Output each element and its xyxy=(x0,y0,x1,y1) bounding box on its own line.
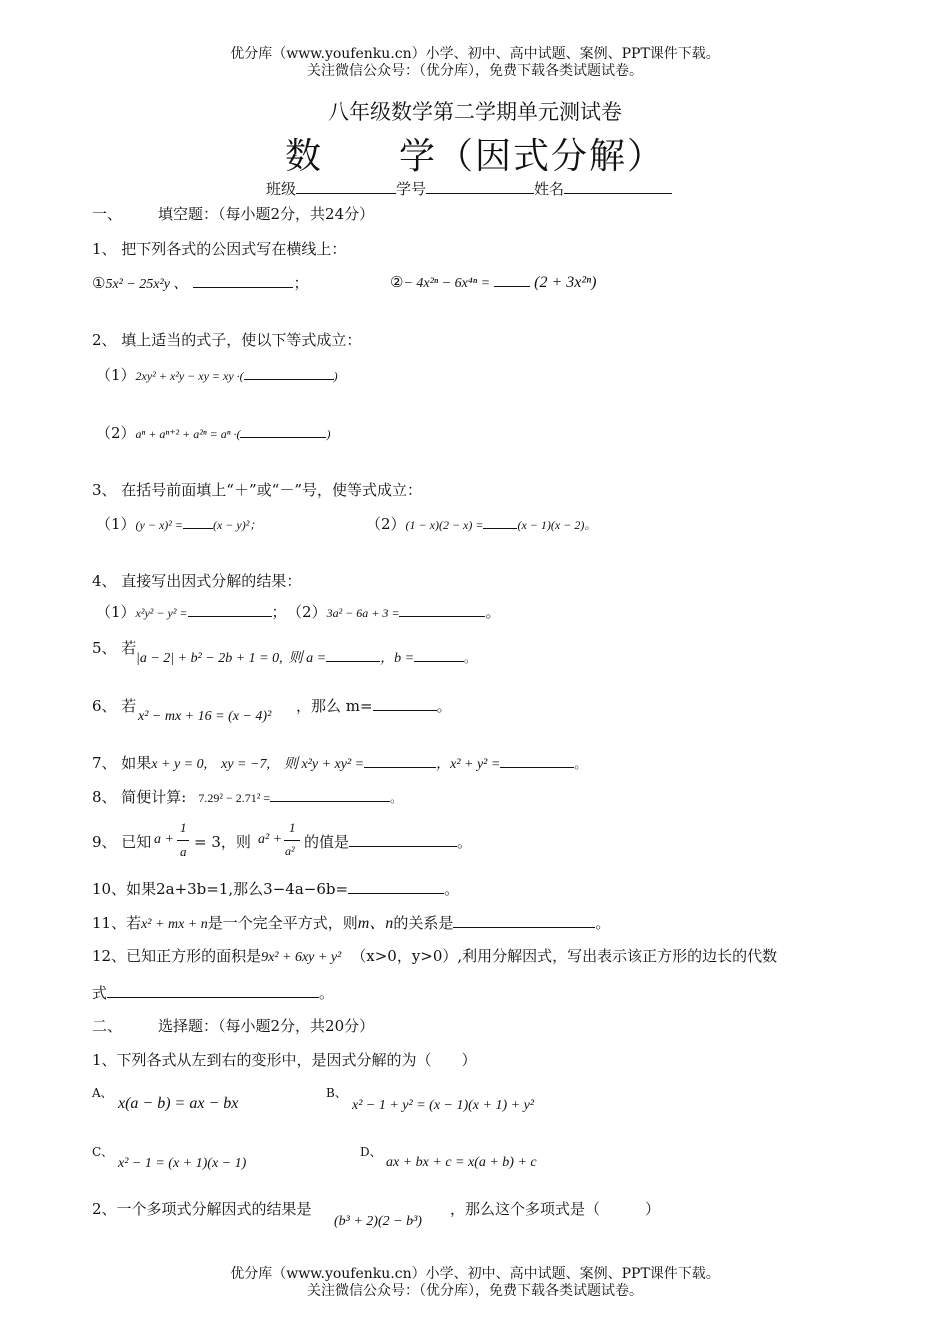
s1-q1-text: 1、 把下列各式的公因式写在横线上： xyxy=(92,240,347,258)
s1-q9-tail: 的值是 xyxy=(304,833,350,851)
s1-q11-lead: 11、若 xyxy=(92,914,142,932)
footer-line-1: 优分库（www.youfenku.cn）小学、初中、高中试题、案例、PPT课件下载。 xyxy=(230,1266,720,1282)
name-label: 姓名 xyxy=(534,180,565,198)
s2-q1-option-b[interactable] xyxy=(326,1082,347,1101)
name-blank[interactable] xyxy=(564,179,672,194)
s1-q11 xyxy=(92,910,610,933)
s1-q12-lead: 12、已知正方形的面积是 xyxy=(92,947,262,965)
s1-q1-a-blank[interactable] xyxy=(193,273,293,288)
s1-q7-b-blank[interactable] xyxy=(500,753,574,768)
s1-q12 xyxy=(92,945,777,966)
s1-q9-frac2-den: a² xyxy=(285,844,295,858)
s1-q12-line2-text: 式 xyxy=(92,984,108,1002)
s1-q1-a-expr: 5x² − 25x²y 、 xyxy=(105,277,188,292)
s1-q8 xyxy=(92,786,402,807)
s1-q5-b-blank[interactable] xyxy=(414,647,464,662)
s2-q1-text: 1、下列各式从左到右的变形中，是因式分解的为（ ） xyxy=(92,1051,477,1069)
s1-q2-a-expr: 2xy² + x²y − xy = xy ·( xyxy=(135,369,244,383)
class-label: 班级 xyxy=(266,180,297,198)
s2-q1-option-a-expr-wrap xyxy=(118,1093,238,1113)
s1-q9-frac2-bar xyxy=(284,840,300,841)
s1-q5-then: 则 a = xyxy=(288,651,327,666)
s1-q2-part-b xyxy=(96,422,330,443)
s1-q6-tail-wrap xyxy=(296,695,452,716)
s1-q9-end: 。 xyxy=(457,833,473,851)
s1-q1-b-blank[interactable] xyxy=(494,272,530,287)
s1-q4-parts xyxy=(96,601,500,622)
s1-q4-sep: ； xyxy=(271,603,287,621)
s1-q1-part-a xyxy=(92,272,308,293)
s1-q2-a-end: ) xyxy=(333,369,338,383)
s1-q9-expr1: a + xyxy=(154,832,174,847)
s1-q7-end: 。 xyxy=(574,757,587,771)
s1-q7 xyxy=(92,752,586,773)
s1-q11-expr: x² + mx + n xyxy=(141,917,208,932)
student-info xyxy=(266,178,672,199)
s1-q7-mid: ，x² + y² = xyxy=(436,757,501,772)
option-c-label: C、 xyxy=(92,1145,114,1159)
exam-title: 数 学（因式分解） xyxy=(284,136,665,177)
s1-q12-blank[interactable] xyxy=(107,983,319,998)
option-d-expr: ax + bx + c = x(a + b) + c xyxy=(386,1155,537,1170)
s1-q3-b-mark: （2） xyxy=(366,515,406,533)
class-blank[interactable] xyxy=(296,179,396,194)
id-label: 学号 xyxy=(396,180,427,198)
s1-q3-b-left: (1 − x)(2 − x) = xyxy=(405,518,484,532)
id-blank[interactable] xyxy=(426,179,534,194)
s1-q1-part-b xyxy=(390,272,597,292)
s1-q9-frac1-bar xyxy=(177,840,189,841)
option-b-label: B、 xyxy=(326,1086,347,1100)
s1-q5 xyxy=(92,637,136,658)
s2-q1-option-b-expr-wrap xyxy=(352,1094,534,1114)
footer-line-2: 关注微信公众号：（优分库），免费下载各类试题试卷。 xyxy=(307,1283,643,1299)
s1-q6-blank[interactable] xyxy=(373,696,437,711)
s1-q2-b-blank[interactable] xyxy=(240,423,326,438)
s1-q1-b-expr: − 4x²ⁿ − 6x⁴ⁿ = xyxy=(403,276,491,291)
circle-1-mark: ① xyxy=(92,274,106,292)
s1-q3-b-right: (x − 1)(x − 2)。 xyxy=(517,518,597,532)
s1-q2-a-mark: （1） xyxy=(96,366,136,384)
s1-q1-a-end: ； xyxy=(293,274,309,292)
s1-q5-expr: |a − 2| + b² − 2b + 1 = 0, xyxy=(136,651,283,666)
s1-q4-b-mark: （2） xyxy=(294,603,327,621)
s1-q3-a-blank[interactable] xyxy=(183,514,213,529)
s1-q9-frac1-den: a xyxy=(180,844,187,859)
s2-q2 xyxy=(92,1198,312,1219)
option-b-expr: x² − 1 + y² = (x − 1)(x + 1) + y² xyxy=(352,1098,534,1113)
s1-q4-a-blank[interactable] xyxy=(188,602,272,617)
header-line-2: 关注微信公众号：（优分库），免费下载各类试题试卷。 xyxy=(307,63,643,79)
s1-q10 xyxy=(92,878,459,899)
s2-q2-tail-wrap xyxy=(450,1198,660,1219)
s1-q4-a-mark: （1） xyxy=(96,603,136,621)
s1-q6-expr: x² − mx + 16 = (x − 4)² xyxy=(138,709,272,724)
s1-q9-expr1b: = 3，则 xyxy=(194,833,251,851)
s1-q8-expr: 7.29² − 2.71² = xyxy=(198,791,271,805)
s1-q6-tail: ，那么 m= xyxy=(296,697,373,715)
s1-q5-body xyxy=(136,647,476,667)
s1-q5-lead: 5、 若 xyxy=(92,639,137,657)
section1-heading: 一、 xyxy=(92,205,123,223)
s1-q7-lead: 7、 如果 xyxy=(92,754,152,772)
option-a-expr: x(a − b) = ax − bx xyxy=(118,1095,239,1112)
section1-title: 填空题：（每小题2分，共24分） xyxy=(158,205,375,223)
s2-q1-option-a[interactable] xyxy=(92,1082,113,1101)
s1-q11-blank[interactable] xyxy=(453,913,595,928)
s1-q12-line2 xyxy=(92,982,334,1003)
s1-q3-part-b xyxy=(366,513,596,534)
s1-q4-b-expr: 3a² − 6a + 3 = xyxy=(326,606,400,620)
s2-q1-option-c[interactable] xyxy=(92,1141,113,1160)
header-line-1: 优分库（www.youfenku.cn）小学、初中、高中试题、案例、PPT课件下载。 xyxy=(230,46,720,62)
s2-q2-lead: 2、一个多项式分解因式的结果是 xyxy=(92,1200,312,1218)
s1-q3-text: 3、 在括号前面填上“＋”或“－”号，使等式成立： xyxy=(92,481,422,499)
option-d-label: D、 xyxy=(360,1145,382,1159)
s1-q2-b-end: ) xyxy=(326,427,331,441)
option-c-expr: x² − 1 = (x + 1)(x − 1) xyxy=(118,1156,247,1171)
s1-q2-b-mark: （2） xyxy=(96,424,136,442)
s1-q11-tail: 的关系是 xyxy=(393,914,454,932)
s1-q9-frac2-num: 1 xyxy=(289,820,296,835)
s2-q1-option-d-expr-wrap xyxy=(386,1151,537,1171)
s1-q2-b-expr: aⁿ + aⁿ⁺² + a²ⁿ = aⁿ ·( xyxy=(135,427,241,441)
s1-q3-a-right: (x − y)²； xyxy=(212,518,262,532)
section2-title: 选择题：（每小题2分，共20分） xyxy=(158,1017,375,1035)
s1-q12-end: 。 xyxy=(319,984,335,1002)
s1-q4-text: 4、 直接写出因式分解的结果： xyxy=(92,572,302,590)
s1-q6-end: 。 xyxy=(436,697,452,715)
s1-q6-lead: 6、 若 xyxy=(92,697,137,715)
s2-q1-option-d[interactable] xyxy=(360,1141,382,1160)
s1-q11-vars: m、n xyxy=(357,915,394,932)
s1-q5-a-blank[interactable] xyxy=(326,647,380,662)
s1-q10-text: 10、如果2a+3b=1,那么3−4a−6b= xyxy=(92,880,349,898)
s1-q1-b-tail: (2 + 3x²ⁿ) xyxy=(534,274,597,291)
s1-q3-a-mark: （1） xyxy=(96,515,136,533)
section2-heading: 二、 xyxy=(92,1017,123,1035)
s1-q3-a-left: (y − x)² = xyxy=(135,518,183,532)
option-a-label: A、 xyxy=(92,1086,113,1100)
s1-q10-blank[interactable] xyxy=(348,879,444,894)
s1-q9-blank[interactable] xyxy=(349,832,457,847)
s1-q4-a-expr: x²y² − y² = xyxy=(135,606,188,620)
s1-q8-end: 。 xyxy=(390,791,403,805)
s1-q9-tail-wrap xyxy=(304,831,472,852)
s1-q2-text: 2、 填上适当的式子，使以下等式成立： xyxy=(92,331,362,349)
s2-q2-expr-wrap xyxy=(334,1210,422,1230)
s1-q12-cond: （x>0，y>0）,利用分解因式，写出表示该正方形的边长的代数 xyxy=(351,947,778,965)
s1-q5-end: 。 xyxy=(464,651,477,665)
s1-q12-expr: 9x² + 6xy + y² xyxy=(261,950,342,965)
s1-q7-expr: x + y = 0, xy = −7, 则 x²y + xy² = xyxy=(151,757,365,772)
s1-q11-mid: 是一个完全平方式，则 xyxy=(207,914,358,932)
s2-q2-expr: (b³ + 2)(2 − b³) xyxy=(334,1214,422,1229)
s1-q5-comma: ，b = xyxy=(380,651,415,666)
s1-q6-body xyxy=(138,705,271,725)
s1-q4-end: 。 xyxy=(485,603,501,621)
s2-q2-tail: ，那么这个多项式是（ ） xyxy=(450,1200,661,1218)
s1-q2-part-a xyxy=(96,364,338,385)
s1-q8-lead: 8、 简便计算: xyxy=(92,788,187,806)
s2-q1-option-c-expr-wrap xyxy=(118,1152,246,1172)
s1-q2-a-blank[interactable] xyxy=(244,365,334,380)
s1-q9-lead: 9、 已知 xyxy=(92,833,152,851)
s1-q9-expr2: a² + xyxy=(258,832,283,847)
s1-q8-blank[interactable] xyxy=(270,787,390,802)
s1-q3-part-a xyxy=(96,513,261,534)
s1-q11-end: 。 xyxy=(595,914,611,932)
s1-q7-a-blank[interactable] xyxy=(364,753,436,768)
exam-subtitle: 八年级数学第二学期单元测试卷 xyxy=(328,100,622,124)
s1-q3-b-blank[interactable] xyxy=(483,514,517,529)
circle-2-mark: ② xyxy=(390,273,404,291)
s1-q10-end: 。 xyxy=(444,880,460,898)
s1-q4-b-blank[interactable] xyxy=(399,602,485,617)
s1-q9-frac1-num: 1 xyxy=(180,820,187,835)
